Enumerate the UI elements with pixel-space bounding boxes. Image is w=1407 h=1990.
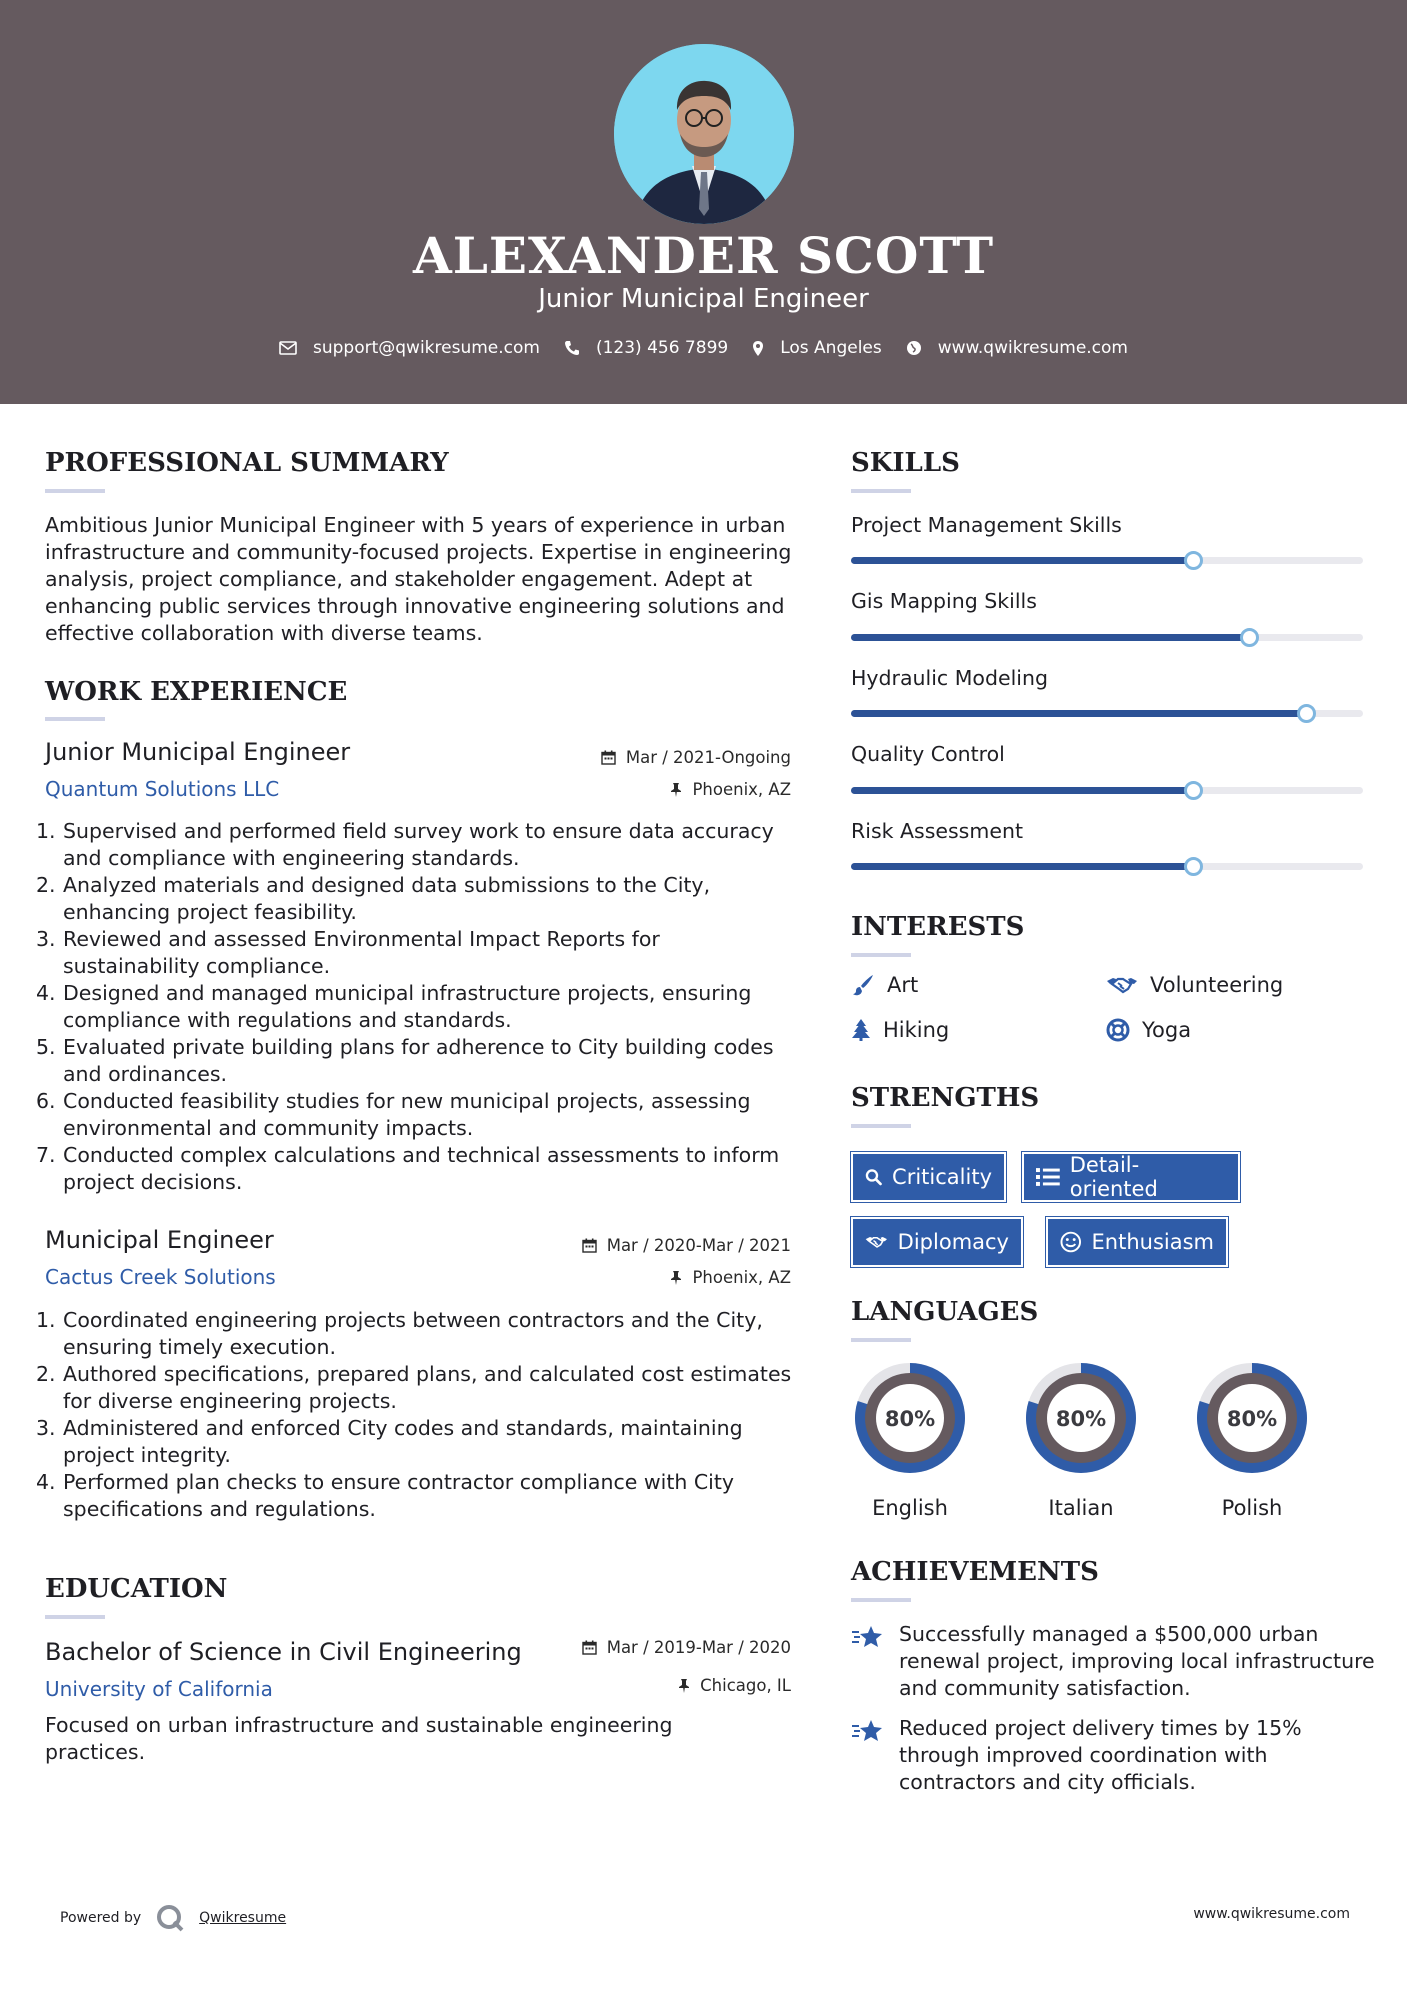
language-gauge xyxy=(1019,1356,1143,1520)
handshake-icon xyxy=(1106,974,1138,996)
resume-header xyxy=(0,0,1407,404)
education-divider xyxy=(45,1615,105,1619)
job-title: Municipal Engineer xyxy=(45,1226,274,1254)
website-text: www.qwikresume.com xyxy=(937,338,1128,358)
skills-divider xyxy=(851,489,911,493)
qwikresume-link[interactable]: Qwikresume xyxy=(199,1910,287,1926)
job-title: Junior Municipal Engineer xyxy=(45,738,351,766)
smile-icon xyxy=(1060,1231,1082,1253)
skill-label: Project Management Skills xyxy=(851,513,1122,537)
skill-bar xyxy=(851,787,1363,794)
footer-branding xyxy=(60,1903,286,1933)
phone-text: (123) 456 7899 xyxy=(595,338,729,358)
list-item: 1. Coordinated engineering projects between contractors and the City, ensuring timely execution. xyxy=(36,1308,763,1359)
achievement-item xyxy=(851,1715,1379,1796)
language-ring xyxy=(1019,1356,1143,1480)
list-item: 1. Supervised and performed field survey work to ensure data accuracy and compliance with engineering standards. xyxy=(36,819,774,870)
strength-label: Criticality xyxy=(892,1165,992,1189)
interests-divider xyxy=(851,953,911,957)
skill-bar xyxy=(851,634,1363,641)
skill-label: Quality Control xyxy=(851,742,1005,766)
list-item: 3. Reviewed and assessed Environmental Impact Reports for sustainability compliance. xyxy=(36,927,660,978)
skill-label: Gis Mapping Skills xyxy=(851,589,1037,613)
job-place-text: Phoenix, AZ xyxy=(692,1268,791,1287)
skill-bar-knob xyxy=(1297,704,1316,723)
list-item: 4. Performed plan checks to ensure contractor compliance with City specifications and regulations. xyxy=(36,1470,735,1521)
interests-heading: INTERESTS xyxy=(851,912,1025,942)
language-ring xyxy=(1190,1356,1314,1480)
calendar-icon xyxy=(601,750,616,765)
contact-email[interactable] xyxy=(279,338,540,358)
skill-bar-knob xyxy=(1240,628,1259,647)
job-place xyxy=(670,780,791,799)
interest-label: Art xyxy=(887,973,919,997)
summary-heading: PROFESSIONAL SUMMARY xyxy=(45,448,449,478)
calendar-icon xyxy=(582,1640,597,1655)
contact-bar xyxy=(0,338,1407,358)
language-gauge xyxy=(1190,1356,1314,1520)
lifebuoy-icon xyxy=(1106,1018,1130,1042)
skill-bar-knob xyxy=(1184,781,1203,800)
skill-bar-fill xyxy=(851,710,1307,717)
strength-chip xyxy=(1046,1217,1228,1267)
strength-chip xyxy=(851,1152,1006,1202)
experience-heading: WORK EXPERIENCE xyxy=(45,677,348,707)
interest-item xyxy=(1106,973,1283,997)
contact-location xyxy=(752,338,882,358)
contact-phone[interactable] xyxy=(564,338,728,358)
achievement-text: Reduced project delivery times by 15% through improved coordination with contractors and city officials. xyxy=(899,1716,1302,1794)
skills-heading: SKILLS xyxy=(851,448,960,478)
phone-icon xyxy=(564,340,580,356)
interest-label: Yoga xyxy=(1142,1018,1192,1042)
pushpin-icon xyxy=(678,1678,690,1694)
strength-chip xyxy=(851,1217,1023,1267)
qwikresume-logo-icon xyxy=(155,1903,185,1933)
list-item: 4. Designed and managed municipal infrastructure projects, ensuring compliance with regulations and standards. xyxy=(36,981,752,1032)
language-percent: 80% xyxy=(1055,1407,1107,1431)
skill-bar-knob xyxy=(1184,857,1203,876)
list-item: 5. Evaluated private building plans for adherence to City building codes and ordinances. xyxy=(36,1035,774,1086)
shooting-star-icon xyxy=(851,1623,885,1651)
interest-label: Volunteering xyxy=(1150,973,1284,997)
job-date xyxy=(582,1236,791,1255)
list-icon xyxy=(1036,1167,1060,1187)
list-item: 7. Conducted complex calculations and technical assessments to inform project decisions. xyxy=(36,1143,780,1194)
footer-website[interactable]: www.qwikresume.com xyxy=(1193,1906,1350,1922)
strength-chip xyxy=(1022,1152,1240,1202)
job-place-text: Phoenix, AZ xyxy=(692,780,791,799)
calendar-icon xyxy=(582,1238,597,1253)
job-duties-list xyxy=(36,818,796,1196)
pushpin-icon xyxy=(670,1270,682,1286)
search-icon xyxy=(865,1166,882,1188)
language-gauge xyxy=(848,1356,972,1520)
language-percent: 80% xyxy=(884,1407,936,1431)
language-name: English xyxy=(872,1496,948,1520)
achievement-text: Successfully managed a $500,000 urban renewal project, improving local infrastructure and community satisfaction. xyxy=(899,1622,1375,1700)
job-place xyxy=(670,1268,791,1287)
location-text: Los Angeles xyxy=(780,338,882,358)
strengths-heading: STRENGTHS xyxy=(851,1083,1040,1113)
summary-text: Ambitious Junior Municipal Engineer with 5 years of experience in urban infrastructure and community-focused projects. Expertise in engineering analysis, project compliance, and stakeholder engagement. Adept at enhancing public services through innovative engineering solutions and effective collaboration with diverse teams. xyxy=(45,513,792,645)
strength-label: Diplomacy xyxy=(897,1230,1009,1254)
envelope-icon xyxy=(279,341,297,355)
job-company: Quantum Solutions LLC xyxy=(45,777,280,801)
skill-bar-fill xyxy=(851,634,1250,641)
degree-title: Bachelor of Science in Civil Engineering xyxy=(45,1638,522,1666)
powered-by-text: Powered by xyxy=(60,1910,142,1926)
email-text: support@qwikresume.com xyxy=(313,338,540,358)
education-date-text: Mar / 2019-Mar / 2020 xyxy=(606,1638,791,1657)
person-portrait-icon xyxy=(614,44,794,224)
experience-divider xyxy=(45,717,105,721)
globe-icon xyxy=(906,340,922,356)
job-duties-list xyxy=(36,1307,796,1523)
skill-label: Hydraulic Modeling xyxy=(851,666,1048,690)
achievements-heading: ACHIEVEMENTS xyxy=(851,1557,1099,1587)
achievement-item xyxy=(851,1621,1379,1702)
list-item: 6. Conducted feasibility studies for new municipal projects, assessing environmental and community impacts. xyxy=(36,1089,751,1140)
list-item: 3. Administered and enforced City codes and standards, maintaining project integrity. xyxy=(36,1416,743,1467)
tree-icon xyxy=(851,1018,871,1042)
profile-photo xyxy=(614,44,794,224)
skill-bar xyxy=(851,710,1363,717)
education-heading: EDUCATION xyxy=(45,1574,228,1604)
strength-label: Detail-oriented xyxy=(1069,1153,1158,1201)
shooting-star-icon xyxy=(851,1717,885,1745)
job-date xyxy=(601,748,791,767)
map-pin-icon xyxy=(752,340,764,357)
school-name: University of California xyxy=(45,1677,273,1701)
job-company: Cactus Creek Solutions xyxy=(45,1265,276,1289)
summary-divider xyxy=(45,489,105,493)
job-date-text: Mar / 2020-Mar / 2021 xyxy=(606,1236,791,1255)
strengths-divider xyxy=(851,1124,911,1128)
skill-bar xyxy=(851,863,1363,870)
paintbrush-icon xyxy=(851,973,875,997)
candidate-name: ALEXANDER SCOTT xyxy=(412,226,995,285)
interest-item xyxy=(851,973,918,997)
languages-heading: LANGUAGES xyxy=(851,1297,1039,1327)
skill-label: Risk Assessment xyxy=(851,819,1023,843)
interest-item xyxy=(851,1018,949,1042)
skill-bar-fill xyxy=(851,787,1194,794)
interest-label: Hiking xyxy=(883,1018,950,1042)
achievements-divider xyxy=(851,1598,911,1602)
handshake-icon xyxy=(865,1231,888,1253)
skill-bar-knob xyxy=(1184,551,1203,570)
skill-bar-fill xyxy=(851,863,1194,870)
strength-label: Enthusiasm xyxy=(1091,1230,1214,1254)
education-text: Focused on urban infrastructure and sustainable engineering practices. xyxy=(45,1713,673,1764)
candidate-role: Junior Municipal Engineer xyxy=(538,284,869,314)
education-place-text: Chicago, IL xyxy=(700,1676,791,1695)
language-ring xyxy=(848,1356,972,1480)
languages-divider xyxy=(851,1338,911,1342)
skill-bar xyxy=(851,557,1363,564)
language-percent: 80% xyxy=(1226,1407,1278,1431)
interest-item xyxy=(1106,1018,1191,1042)
language-name: Italian xyxy=(1048,1496,1114,1520)
list-item: 2. Authored specifications, prepared plans, and calculated cost estimates for diverse engineering projects. xyxy=(36,1362,792,1413)
education-date xyxy=(582,1638,791,1657)
list-item: 2. Analyzed materials and designed data submissions to the City, enhancing project feasibility. xyxy=(36,873,711,924)
education-place xyxy=(678,1676,791,1695)
pushpin-icon xyxy=(670,782,682,798)
skill-bar-fill xyxy=(851,557,1194,564)
language-name: Polish xyxy=(1221,1496,1283,1520)
contact-website[interactable] xyxy=(906,338,1128,358)
job-date-text: Mar / 2021-Ongoing xyxy=(625,748,791,767)
